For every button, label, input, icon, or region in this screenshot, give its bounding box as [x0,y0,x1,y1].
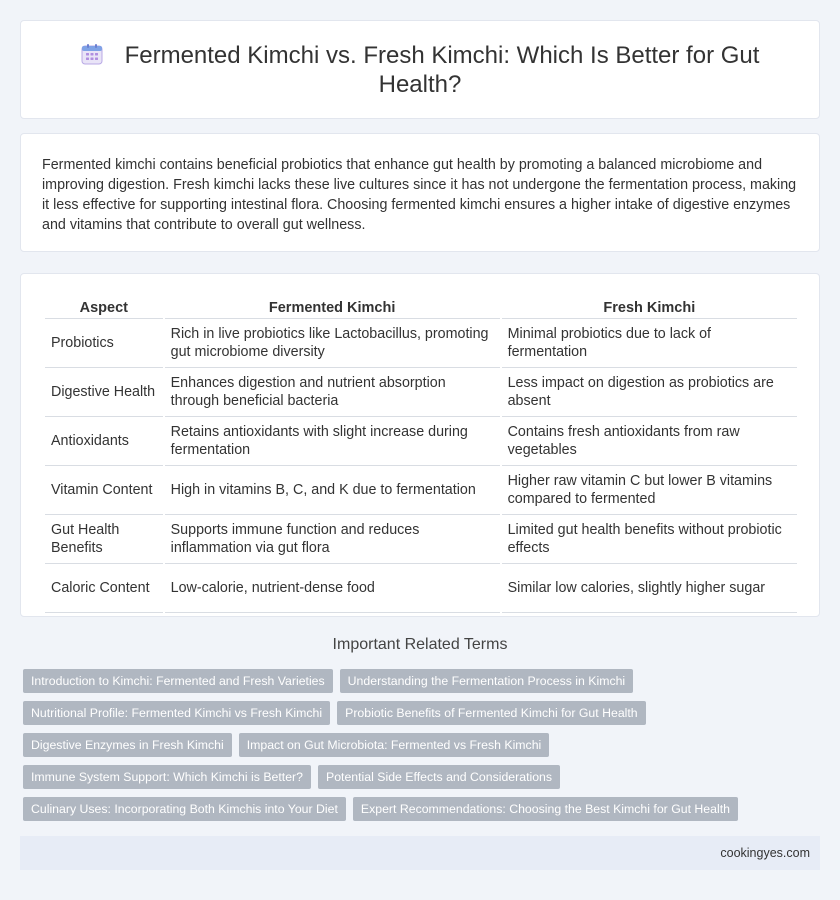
table-row [45,319,797,368]
table-row [45,564,797,613]
related-term-link[interactable]: Digestive Enzymes in Fresh Kimchi [23,733,232,757]
related-terms-row [23,765,813,789]
table-header-aspect: Aspect [45,296,163,319]
table-cell-aspect: Caloric Content [45,564,163,613]
related-term-link[interactable]: Impact on Gut Microbiota: Fermented vs Fresh Kimchi [239,733,550,757]
related-terms-title: Important Related Terms [332,636,508,653]
table-cell-aspect: Antioxidants [45,417,163,466]
table-row [45,466,797,515]
table-row [45,417,797,466]
table-header-fermented: Fermented Kimchi [165,296,500,319]
table-cell-fermented: Enhances digestion and nutrient absorption through beneficial bacteria [165,368,500,417]
table-cell-fermented: Supports immune function and reduces inflammation via gut flora [165,515,500,564]
related-term-link[interactable]: Culinary Uses: Incorporating Both Kimchis into Your Diet [23,797,346,821]
related-terms-list [23,669,813,829]
table-cell-fermented: High in vitamins B, C, and K due to fermentation [165,466,500,515]
table-cell-aspect: Gut Health Benefits [45,515,163,564]
related-terms-row [23,701,813,725]
table-cell-aspect: Digestive Health [45,368,163,417]
comparison-table-card [20,273,820,617]
table-cell-aspect: Probiotics [45,319,163,368]
table-cell-aspect: Vitamin Content [45,466,163,515]
header-card [20,20,820,119]
related-term-link[interactable]: Immune System Support: Which Kimchi is Better? [23,765,311,789]
table-cell-fresh: Contains fresh antioxidants from raw vegetables [502,417,797,466]
table-cell-fresh: Higher raw vitamin C but lower B vitamins compared to fermented [502,466,797,515]
related-term-link[interactable]: Expert Recommendations: Choosing the Best Kimchi for Gut Health [353,797,738,821]
table-cell-fermented: Low-calorie, nutrient-dense food [165,564,500,613]
table-cell-fresh: Less impact on digestion as probiotics are absent [502,368,797,417]
table-cell-fresh: Minimal probiotics due to lack of fermentation [502,319,797,368]
table-row [45,515,797,564]
table-header-row [45,296,797,319]
calendar-icon [81,43,103,65]
page-title-text: Fermented Kimchi vs. Fresh Kimchi: Which Is Better for Gut Health? [124,41,760,98]
intro-text: Fermented kimchi contains beneficial probiotics that enhance gut health by promoting a balanced microbiome and improving digestion. Fresh kimchi lacks these live cultures since it has not undergone the fermentation process, making it less effective for supporting intestinal flora. Choosing fermented kimchi ensures a higher intake of digestive enzymes and vitamins that contribute to overall gut wellness. [42,157,797,233]
page-title [61,41,779,99]
table-cell-fermented: Rich in live probiotics like Lactobacillus, promoting gut microbiome diversity [165,319,500,368]
related-term-link[interactable]: Introduction to Kimchi: Fermented and Fresh Varieties [23,669,333,693]
table-cell-fermented: Retains antioxidants with slight increase during fermentation [165,417,500,466]
related-term-link[interactable]: Nutritional Profile: Fermented Kimchi vs Fresh Kimchi [23,701,330,725]
table-row [45,368,797,417]
related-terms-row [23,733,813,757]
comparison-table [43,296,799,613]
intro-card [20,133,820,252]
related-terms-row [23,797,813,821]
footer-site-link[interactable]: cookingyes.com [720,846,810,860]
related-term-link[interactable]: Understanding the Fermentation Process in Kimchi [340,669,634,693]
related-term-link[interactable]: Potential Side Effects and Considerations [318,765,560,789]
table-cell-fresh: Similar low calories, slightly higher sugar [502,564,797,613]
table-cell-fresh: Limited gut health benefits without probiotic effects [502,515,797,564]
related-term-link[interactable]: Probiotic Benefits of Fermented Kimchi for Gut Health [337,701,646,725]
table-header-fresh: Fresh Kimchi [502,296,797,319]
related-terms-row [23,669,813,693]
footer [20,836,820,870]
